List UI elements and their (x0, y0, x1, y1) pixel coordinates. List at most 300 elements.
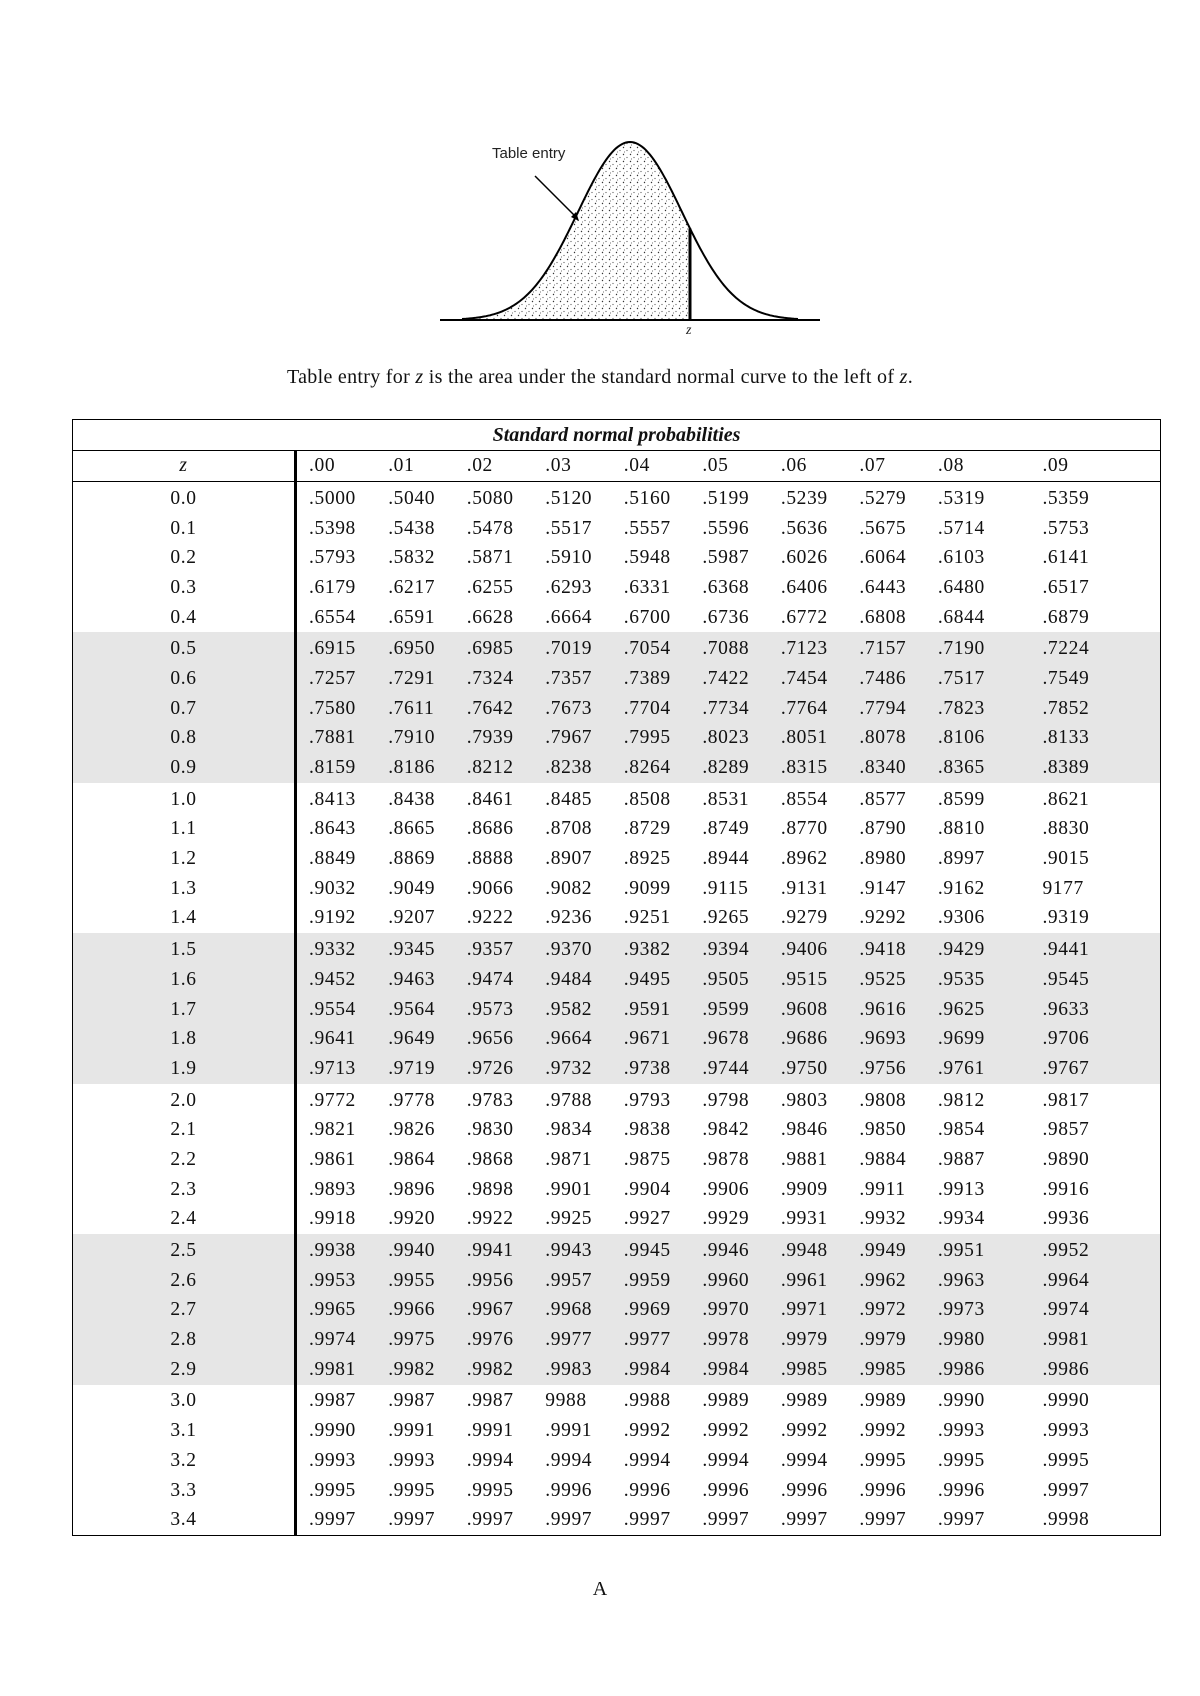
probability-cell: .9990 (937, 1390, 985, 1412)
probability-cell: .9633 (1016, 995, 1160, 1025)
z-value-cell: 0.9 (73, 753, 296, 783)
probability-cell: .9969 (624, 1296, 703, 1326)
probability-cell: .8023 (702, 724, 781, 754)
table-row (73, 1266, 1161, 1296)
probability-cell: .9911 (859, 1178, 906, 1200)
probability-cell: .9990 (1042, 1390, 1090, 1412)
probability-cell: .8438 (388, 788, 436, 810)
probability-cell: .9978 (702, 1325, 781, 1355)
probability-cell: .9995 (1042, 1449, 1090, 1471)
probability-cell: .9066 (466, 877, 514, 899)
probability-cell: .7673 (545, 694, 624, 724)
caption-z-1: z (415, 366, 424, 388)
z-value-cell: 0.0 (73, 482, 296, 514)
probability-cell: .5910 (545, 547, 593, 569)
probability-cell: .8289 (702, 753, 781, 783)
probability-cell: .6217 (388, 576, 436, 598)
probability-cell: .7422 (702, 664, 781, 694)
probability-cell: .8315 (781, 753, 860, 783)
probability-cell: .7291 (388, 664, 467, 694)
probability-cell: .9319 (1042, 907, 1090, 929)
probability-cell: .8830 (1042, 818, 1090, 840)
probability-cell: .9989 (702, 1390, 750, 1412)
table-row (73, 1024, 1161, 1054)
probability-cell: .9608 (781, 995, 860, 1025)
probability-cell: .9686 (781, 1024, 860, 1054)
probability-cell: .9961 (781, 1266, 860, 1296)
probability-cell: .9997 (388, 1509, 436, 1531)
probability-cell: .6808 (859, 606, 907, 628)
probability-cell: .9909 (780, 1178, 828, 1200)
probability-cell: .8078 (859, 724, 938, 754)
column-header: .02 (467, 451, 546, 482)
probability-cell: .9162 (937, 877, 985, 899)
z-value-cell: 1.7 (73, 995, 296, 1025)
table-row (73, 1054, 1161, 1084)
table-row (73, 783, 1161, 815)
probability-cell: .8962 (780, 848, 828, 870)
probability-cell: .9932 (859, 1208, 907, 1230)
z-value-cell: 2.8 (73, 1325, 296, 1355)
probability-cell: .8925 (623, 848, 671, 870)
probability-cell: .5753 (1042, 517, 1090, 539)
z-value-cell: 0.7 (73, 694, 296, 724)
probability-cell: .9783 (466, 1089, 514, 1111)
probability-cell: .9992 (623, 1420, 671, 1442)
probability-cell: .5398 (309, 517, 356, 539)
probability-cell: .5438 (388, 517, 436, 539)
probability-cell: .9744 (702, 1054, 781, 1084)
probability-cell: .9956 (467, 1266, 546, 1296)
z-value-cell: 2.5 (73, 1234, 296, 1266)
probability-cell: .9898 (466, 1178, 514, 1200)
probability-cell: .9990 (309, 1420, 356, 1442)
probability-cell: .9808 (859, 1089, 907, 1111)
page-label: A (592, 1578, 608, 1600)
table-row (73, 1325, 1161, 1355)
probability-cell: .9996 (859, 1479, 907, 1501)
probability-cell: .6255 (466, 576, 514, 598)
probability-cell: .9850 (859, 1119, 907, 1141)
probability-cell: .9994 (623, 1449, 671, 1471)
probability-cell: .8159 (296, 753, 389, 783)
probability-cell: .7088 (702, 632, 781, 664)
probability-cell: .9854 (937, 1119, 985, 1141)
probability-cell: .8212 (467, 753, 546, 783)
column-header: .08 (938, 451, 1017, 482)
probability-cell: .7823 (938, 694, 1017, 724)
probability-cell: .5948 (623, 547, 671, 569)
probability-cell: .8643 (309, 818, 356, 840)
probability-cell: .9515 (781, 965, 860, 995)
probability-cell: .9967 (467, 1296, 546, 1326)
probability-cell: .9916 (1042, 1178, 1090, 1200)
probability-cell: .8621 (1042, 788, 1090, 810)
probability-cell: .7967 (545, 724, 624, 754)
column-header: .05 (702, 451, 781, 482)
probability-cell: .9115 (702, 877, 749, 899)
probability-cell: .5040 (388, 487, 436, 509)
probability-cell: .7611 (388, 694, 467, 724)
probability-cell: .9495 (624, 965, 703, 995)
probability-cell: .5871 (466, 547, 514, 569)
probability-cell: .9452 (296, 965, 389, 995)
probability-cell: .5080 (466, 487, 514, 509)
probability-cell: .8485 (545, 788, 593, 810)
probability-cell: .6368 (702, 576, 750, 598)
probability-cell: .9993 (388, 1449, 436, 1471)
probability-cell: .9997 (702, 1509, 750, 1531)
probability-cell: .9706 (1016, 1024, 1160, 1054)
probability-cell: .9890 (1042, 1148, 1090, 1170)
probability-cell: .9989 (780, 1390, 828, 1412)
probability-cell: .9997 (623, 1509, 671, 1531)
probability-cell: .9236 (545, 907, 593, 929)
probability-cell: .9573 (467, 995, 546, 1025)
column-header: .00 (296, 451, 389, 482)
table-row (73, 1084, 1161, 1116)
probability-cell: .5636 (780, 517, 828, 539)
probability-cell: .9992 (859, 1420, 907, 1442)
probability-cell: .5000 (309, 487, 356, 509)
probability-cell: .9868 (466, 1148, 514, 1170)
probability-cell: .9846 (780, 1119, 828, 1141)
probability-cell: .9803 (780, 1089, 828, 1111)
probability-cell: .9357 (467, 933, 546, 965)
probability-cell: .9591 (624, 995, 703, 1025)
probability-cell: .9993 (937, 1420, 985, 1442)
probability-cell: .9616 (859, 995, 938, 1025)
probability-cell: .6179 (309, 576, 356, 598)
probability-cell: .9934 (937, 1208, 985, 1230)
probability-cell: .7642 (467, 694, 546, 724)
probability-cell: .9918 (309, 1208, 356, 1230)
probability-cell: .7324 (467, 664, 546, 694)
probability-cell: .9713 (296, 1054, 389, 1084)
probability-cell: .9965 (296, 1296, 389, 1326)
probability-cell: .9980 (938, 1325, 1017, 1355)
probability-cell: .8389 (1016, 753, 1160, 783)
column-header: .03 (545, 451, 624, 482)
probability-cell: .9982 (388, 1355, 467, 1385)
probability-cell: .9370 (545, 933, 624, 965)
probability-cell: .9535 (938, 965, 1017, 995)
table-row (73, 603, 1161, 633)
probability-cell: .9995 (388, 1479, 436, 1501)
probability-cell: .9996 (702, 1479, 750, 1501)
probability-cell: .9830 (466, 1119, 514, 1141)
table-row (73, 815, 1161, 845)
table-row (73, 632, 1161, 664)
probability-cell: .9082 (545, 877, 593, 899)
probability-cell: .9251 (623, 907, 671, 929)
probability-cell: .9995 (309, 1479, 356, 1501)
z-value-cell: 1.0 (73, 783, 296, 815)
caption-text-3: . (907, 366, 913, 388)
probability-cell: .9599 (702, 995, 781, 1025)
probability-cell: .9738 (624, 1054, 703, 1084)
z-value-cell: 1.5 (73, 933, 296, 965)
probability-cell: .9838 (623, 1119, 671, 1141)
probability-cell: .5517 (545, 517, 593, 539)
probability-cell: .9996 (623, 1479, 671, 1501)
probability-cell: .9982 (467, 1355, 546, 1385)
table-row (73, 844, 1161, 874)
probability-cell: .9678 (702, 1024, 781, 1054)
table-row (73, 995, 1161, 1025)
probability-cell: .9881 (780, 1148, 828, 1170)
probability-cell: .8133 (1016, 724, 1160, 754)
probability-cell: .5478 (466, 517, 514, 539)
table-row (73, 1145, 1161, 1175)
z-value-cell: 2.3 (73, 1175, 296, 1205)
table-row (73, 543, 1161, 573)
probability-cell: .9922 (466, 1208, 514, 1230)
probability-cell: .5160 (623, 487, 671, 509)
z-value-cell: 3.0 (73, 1385, 296, 1417)
probability-cell: .9901 (545, 1178, 593, 1200)
probability-cell: .9963 (938, 1266, 1017, 1296)
probability-cell: .9345 (388, 933, 467, 965)
probability-cell: .9671 (624, 1024, 703, 1054)
table-row (73, 874, 1161, 904)
probability-cell: .9983 (545, 1355, 624, 1385)
z-value-cell: 1.2 (73, 844, 296, 874)
probability-cell: .9793 (623, 1089, 671, 1111)
probability-cell: .8980 (859, 848, 907, 870)
z-value-cell: 0.2 (73, 543, 296, 573)
probability-cell: 9177 (1042, 877, 1084, 899)
z-value-cell: 2.6 (73, 1266, 296, 1296)
probability-cell: .9989 (859, 1390, 907, 1412)
probability-cell: .9997 (545, 1509, 593, 1531)
probability-cell: .9993 (309, 1449, 356, 1471)
caption-text-1: Table entry for (286, 366, 416, 388)
z-value-cell: 3.1 (73, 1416, 296, 1446)
probability-cell: .8708 (545, 818, 593, 840)
table-row (73, 1446, 1161, 1476)
probability-cell: .9988 (623, 1390, 671, 1412)
probability-cell: .9945 (624, 1234, 703, 1266)
z-value-cell: 2.1 (73, 1115, 296, 1145)
probability-cell: .9292 (859, 907, 907, 929)
probability-cell: .9997 (937, 1509, 985, 1531)
probability-cell: .9871 (545, 1148, 593, 1170)
probability-cell: .9997 (466, 1509, 514, 1531)
column-header: .01 (388, 451, 467, 482)
probability-cell: .5714 (937, 517, 985, 539)
column-header: .04 (624, 451, 703, 482)
probability-cell: .6879 (1042, 606, 1090, 628)
probability-cell: .9207 (388, 907, 436, 929)
probability-cell: .9761 (938, 1054, 1017, 1084)
probability-cell: .8365 (938, 753, 1017, 783)
probability-cell: .9015 (1042, 848, 1090, 870)
probability-cell: .6064 (859, 547, 907, 569)
probability-cell: .9554 (296, 995, 389, 1025)
probability-cell: .7939 (467, 724, 546, 754)
z-axis-label: z (686, 323, 692, 338)
normal-curve-figure (440, 118, 820, 343)
probability-cell: .6480 (937, 576, 985, 598)
probability-cell: .9996 (937, 1479, 985, 1501)
standard-normal-table (72, 419, 1161, 1536)
probability-cell: .7454 (781, 664, 860, 694)
table-row (73, 514, 1161, 544)
probability-cell: .9834 (545, 1119, 593, 1141)
probability-cell: .8413 (309, 788, 356, 810)
probability-cell: .6950 (388, 632, 467, 664)
probability-cell: .5596 (702, 517, 750, 539)
probability-cell: .9955 (388, 1266, 467, 1296)
z-value-cell: 0.6 (73, 664, 296, 694)
probability-cell: .9970 (702, 1296, 781, 1326)
caption-text-2: is the area under the standard normal curve to the left of (423, 366, 900, 388)
probability-cell: .7734 (702, 694, 781, 724)
probability-cell: .9788 (545, 1089, 593, 1111)
probability-cell: .8907 (545, 848, 593, 870)
probability-cell: .9977 (545, 1325, 624, 1355)
probability-cell: .5359 (1042, 487, 1090, 509)
probability-cell: .9957 (545, 1266, 624, 1296)
z-value-cell: 1.1 (73, 815, 296, 845)
probability-cell: .8686 (466, 818, 514, 840)
probability-cell: .9222 (466, 907, 514, 929)
probability-cell: .9913 (937, 1178, 985, 1200)
probability-cell: .6772 (780, 606, 828, 628)
probability-cell: .9995 (466, 1479, 514, 1501)
z-column-header: z (73, 451, 296, 482)
annotation-arrow (535, 176, 577, 218)
probability-cell: .8770 (780, 818, 828, 840)
probability-cell: .9997 (1042, 1479, 1090, 1501)
probability-cell: .5557 (623, 517, 671, 539)
z-value-cell: 2.0 (73, 1084, 296, 1116)
table-row (73, 1385, 1161, 1417)
probability-cell: .7224 (1016, 632, 1160, 664)
probability-cell: .9975 (388, 1325, 467, 1355)
probability-cell: .9192 (309, 907, 356, 929)
probability-cell: .9996 (545, 1479, 593, 1501)
probability-cell: .6103 (937, 547, 985, 569)
z-value-cell: 1.4 (73, 904, 296, 934)
probability-cell: .7764 (781, 694, 860, 724)
probability-cell: .8531 (702, 788, 750, 810)
probability-cell: .6915 (296, 632, 389, 664)
probability-cell: .9878 (702, 1148, 750, 1170)
probability-cell: .7054 (624, 632, 703, 664)
probability-cell: .9951 (938, 1234, 1017, 1266)
probability-cell: .9306 (937, 907, 985, 929)
probability-cell: .9265 (702, 907, 750, 929)
probability-cell: .7910 (388, 724, 467, 754)
probability-cell: .9977 (624, 1325, 703, 1355)
probability-cell: .6026 (780, 547, 828, 569)
probability-cell: .8729 (623, 818, 671, 840)
probability-cell: .9842 (702, 1119, 750, 1141)
probability-cell: .9994 (702, 1449, 750, 1471)
probability-cell: .9463 (388, 965, 467, 995)
probability-cell: .9936 (1042, 1208, 1090, 1230)
table-row (73, 664, 1161, 694)
probability-cell: .6406 (780, 576, 828, 598)
probability-cell: .9817 (1042, 1089, 1090, 1111)
probability-cell: .9131 (780, 877, 828, 899)
table-row (73, 1115, 1161, 1145)
probability-cell: .9099 (623, 877, 671, 899)
probability-cell: .9896 (388, 1178, 436, 1200)
probability-cell: .9625 (938, 995, 1017, 1025)
probability-cell: .8340 (859, 753, 938, 783)
probability-cell: .9418 (859, 933, 938, 965)
probability-cell: .9826 (388, 1119, 436, 1141)
probability-cell: .9925 (545, 1208, 593, 1230)
probability-cell: .5987 (702, 547, 750, 569)
table-title: Standard normal probabilities (73, 420, 1161, 451)
probability-cell: .9998 (1042, 1509, 1090, 1531)
z-value-cell: 2.7 (73, 1296, 296, 1326)
probability-cell: .8997 (937, 848, 985, 870)
probability-cell: .7704 (624, 694, 703, 724)
probability-cell: .9994 (466, 1449, 514, 1471)
z-value-cell: 1.9 (73, 1054, 296, 1084)
probability-cell: .5199 (702, 487, 750, 509)
probability-cell: .9772 (309, 1089, 356, 1111)
z-value-cell: 3.3 (73, 1476, 296, 1506)
probability-cell: .9382 (624, 933, 703, 965)
probability-cell: .9981 (296, 1355, 389, 1385)
column-header: .09 (1016, 451, 1160, 482)
probability-cell: .7794 (859, 694, 938, 724)
table-body (73, 482, 1161, 1536)
probability-cell: .9943 (545, 1234, 624, 1266)
column-header: .07 (859, 451, 938, 482)
probability-cell: .5319 (937, 487, 985, 509)
probability-cell: .9726 (467, 1054, 546, 1084)
normal-curve-diagram (440, 118, 820, 343)
table-row (73, 1416, 1161, 1446)
z-value-cell: 0.4 (73, 603, 296, 633)
table-row (73, 694, 1161, 724)
table-row (73, 724, 1161, 754)
probability-cell: .9699 (938, 1024, 1017, 1054)
probability-cell: .8186 (388, 753, 467, 783)
probability-cell: .8790 (859, 818, 907, 840)
probability-cell: .6628 (466, 606, 514, 628)
probability-cell: .8749 (702, 818, 750, 840)
probability-cell: .9971 (781, 1296, 860, 1326)
z-value-cell: 2.9 (73, 1355, 296, 1385)
probability-cell: .8461 (466, 788, 514, 810)
probability-cell: .9931 (780, 1208, 828, 1230)
probability-cell: .9981 (1016, 1325, 1160, 1355)
probability-cell: .9664 (545, 1024, 624, 1054)
probability-cell: .9887 (937, 1148, 985, 1170)
probability-cell: .8554 (780, 788, 828, 810)
probability-cell: .9992 (702, 1420, 750, 1442)
probability-cell: .9927 (623, 1208, 671, 1230)
table-row (73, 933, 1161, 965)
probability-cell: .8869 (388, 848, 436, 870)
probability-cell: .9441 (1016, 933, 1160, 965)
probability-cell: .9798 (702, 1089, 750, 1111)
probability-cell: .6141 (1042, 547, 1090, 569)
table-row (73, 1234, 1161, 1266)
probability-cell: .9997 (309, 1509, 356, 1531)
probability-cell: .5832 (388, 547, 436, 569)
probability-cell: .9959 (624, 1266, 703, 1296)
probability-cell: .9968 (545, 1296, 624, 1326)
